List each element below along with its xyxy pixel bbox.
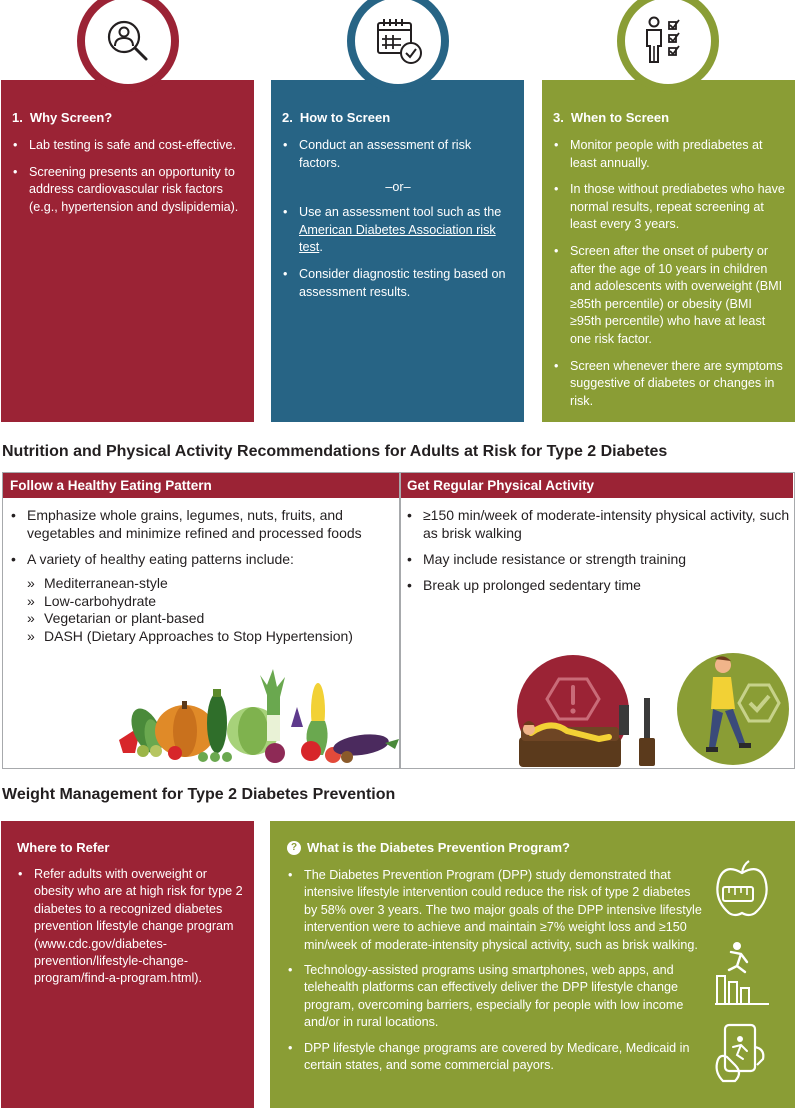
when-to-screen-list (553, 137, 785, 410)
healthy-eating-header: Follow a Healthy Eating Pattern (3, 473, 399, 498)
list-item: • In those without prediabetes who have normal results, repeat screening at least every 3 years. (553, 181, 785, 234)
list-item: • The Diabetes Prevention Program (DPP) study demonstrated that intensive lifestyle intervention could reduce the risk of type 2 diabetes by 58% over 3 years. The two major goals of the DPP intensive lifestyle intervention were to achieve and maintain ≥7% weight loss and ≥150 min/week of moderate-intensity physical activity, such as brisk walking. (287, 867, 707, 954)
where-to-refer-panel (1, 821, 254, 1108)
list-item: • Consider diagnostic testing based on assessment results. (282, 266, 514, 301)
smartphone-hand-icon (713, 1023, 771, 1085)
list-item: » Vegetarian or plant-based (10, 610, 395, 628)
physical-activity-column (406, 506, 791, 602)
vegetables-illustration (115, 665, 400, 767)
list-item: • ≥150 min/week of moderate-intensity physical activity, such as brisk walking (406, 506, 791, 542)
list-item: • Screening presents an opportunity to address cardiovascular risk factors (e.g., hypertension and dyslipidemia). (12, 164, 244, 217)
weight-heading: Weight Management for Type 2 Diabetes Prevention (2, 786, 396, 803)
list-item: • May include resistance or strength training (406, 550, 791, 568)
sedentary-warning-illustration (515, 653, 635, 767)
or-separator: –or– (385, 180, 411, 195)
eating-patterns-list (10, 575, 395, 645)
healthy-eating-column (10, 506, 395, 645)
why-screen-title: 1. Why Screen? (12, 110, 113, 125)
how-to-screen-list (282, 137, 514, 172)
list-item: • A variety of healthy eating patterns include: (10, 550, 395, 568)
lamp-illustration (637, 698, 657, 768)
dpp-list (287, 867, 707, 1074)
recommendations-table (2, 472, 795, 769)
where-to-refer-title: Where to Refer (17, 840, 110, 855)
how-to-screen-title: 2. How to Screen (282, 110, 391, 125)
calendar-check-icon (347, 0, 449, 92)
list-item: • Monitor people with prediabetes at least annually. (553, 137, 785, 172)
list-item: » Low-carbohydrate (10, 593, 395, 611)
when-to-screen-panel (542, 80, 795, 422)
question-icon: ? (287, 841, 301, 855)
walking-check-illustration (673, 651, 791, 767)
physical-activity-header: Get Regular Physical Activity (400, 473, 793, 498)
list-item: • Use an assessment tool such as the American Diabetes Association risk test. (282, 204, 514, 257)
activity-chart-icon (713, 940, 771, 1006)
dpp-panel (270, 821, 795, 1108)
when-to-screen-title: 3. When to Screen (553, 110, 670, 125)
person-checklist-icon (617, 0, 719, 92)
list-item: • Break up prolonged sedentary time (406, 576, 791, 594)
how-to-screen-panel (271, 80, 524, 422)
list-item: • DPP lifestyle change programs are covered by Medicare, Medicaid in certain states, and some commercial payors. (287, 1040, 707, 1075)
list-item: • Screen whenever there are symptoms suggestive of diabetes or changes in risk. (553, 358, 785, 411)
ada-risk-test-link[interactable]: American Diabetes Association risk test (299, 222, 496, 255)
list-item: • Emphasize whole grains, legumes, nuts, fruits, and vegetables and minimize refined and processed foods (10, 506, 395, 542)
list-item: • Technology-assisted programs using smartphones, web apps, and telehealth platforms can effectively deliver the DPP lifestyle change program, overcoming barriers, especially for people with low income and/or in rural locations. (287, 962, 707, 1032)
list-item: » DASH (Dietary Approaches to Stop Hypertension) (10, 628, 395, 646)
list-item: » Mediterranean-style (10, 575, 395, 593)
nutrition-heading: Nutrition and Physical Activity Recommendations for Adults at Risk for Type 2 Diabetes (2, 443, 668, 460)
person-magnifier-icon (77, 0, 179, 92)
dpp-title: ? What is the Diabetes Prevention Program? (287, 840, 785, 855)
list-item: • Screen after the onset of puberty or after the age of 10 years in children and adolescents with overweight (BMI ≥85th percentile) or obesity (BMI ≥95th percentile) who have at least one risk factor. (553, 243, 785, 349)
list-item: • Refer adults with overweight or obesity who are at high risk for type 2 diabetes to a recognized diabetes prevention lifestyle change program (www.cdc.gov/diabetes-prevention/lifestyle-change-program/find-a-program.html). (17, 866, 244, 988)
why-screen-list (12, 137, 244, 216)
list-item: • Conduct an assessment of risk factors. (282, 137, 514, 172)
apple-scale-icon (713, 859, 771, 921)
why-screen-panel (1, 80, 254, 422)
list-item: • Lab testing is safe and cost-effective. (12, 137, 244, 155)
